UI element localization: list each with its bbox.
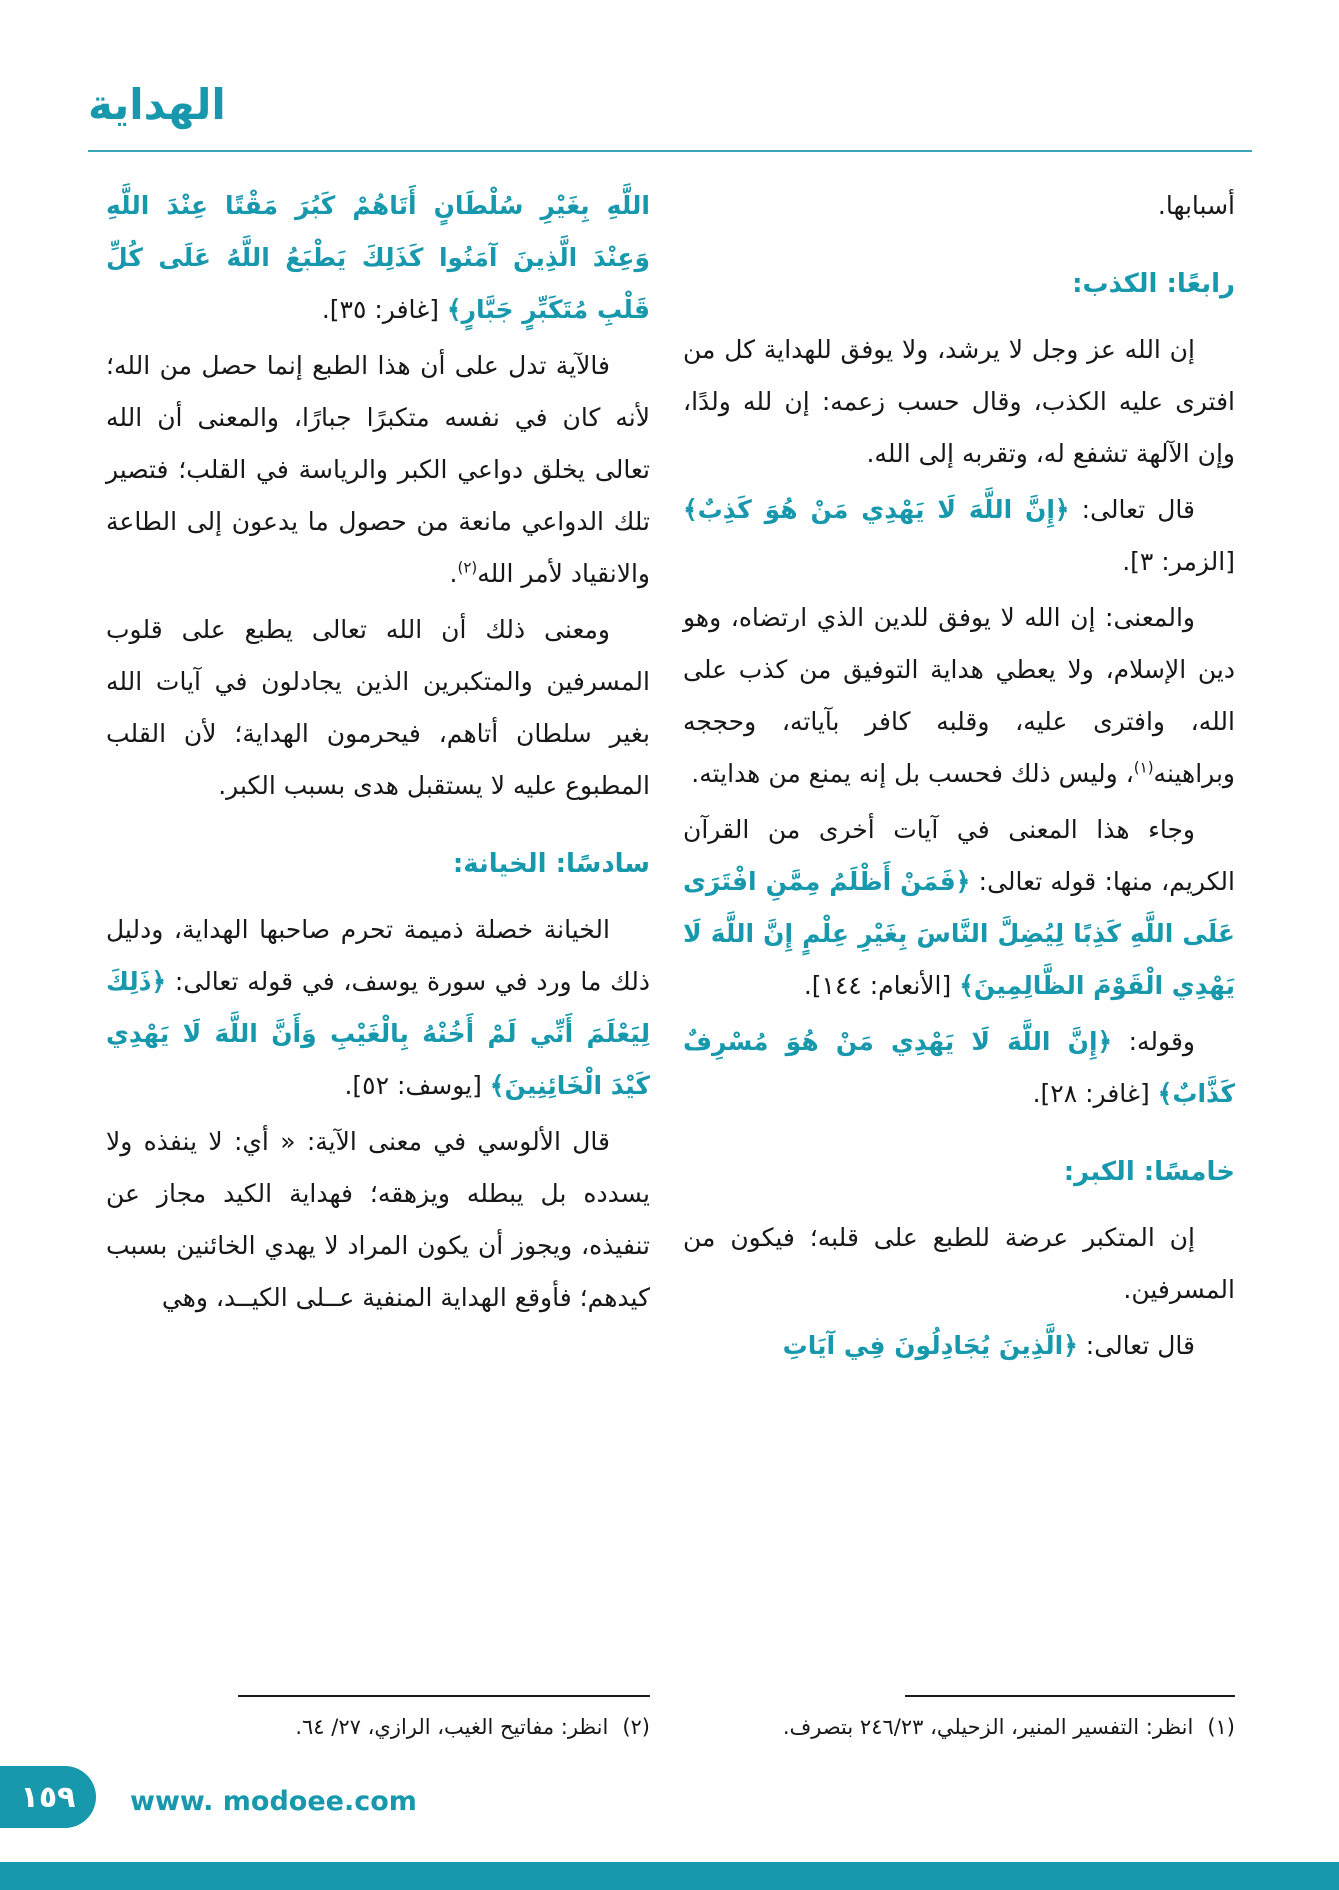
body-paragraph: [683, 180, 1235, 232]
verse-source-reference: [غافر: ٢٨].: [1032, 1079, 1158, 1108]
footnote-text: انظر: مفاتيح الغيب، الرازي، ٢٧/ ٦٤.: [295, 1715, 609, 1739]
quran-verse-text: ﴿فَمَنْ أَظْلَمُ مِمَّنِ افْتَرَى عَلَى اللَّهِ كَذِبًا لِيُضِلَّ النَّاسَ بِغَيْرِ عِلْمٍ إِنَّ اللَّهَ لَا يَهْدِي الْقَوْمَ الظَّالِمِينَ﴾: [683, 867, 1235, 1000]
website-link[interactable]: www. modoee.com: [130, 1786, 417, 1817]
quran-verse-text: ﴿الَّذِينَ يُجَادِلُونَ فِي آيَاتِ: [782, 1331, 1078, 1360]
verse-source-reference: [يوسف: ٥٢].: [344, 1071, 490, 1100]
body-paragraph: [106, 340, 650, 600]
body-paragraph: [683, 1212, 1235, 1316]
body-paragraph: [106, 604, 650, 812]
section-heading-sixth-betrayal: سادسًا: الخيانة:: [452, 849, 650, 879]
body-text: قال تعالى:: [1077, 1331, 1195, 1360]
section-heading-fourth-lying: رابعًا: الكذب:: [1072, 269, 1235, 299]
verse-source-reference: [غافر: ٣٥].: [321, 295, 447, 324]
footnote-divider-line: [238, 1695, 650, 1697]
body-paragraph: [106, 1116, 650, 1324]
body-text: .: [449, 559, 458, 588]
footnote-left: [106, 1689, 650, 1746]
body-paragraph: [683, 324, 1235, 480]
page-number-badge: [0, 1766, 96, 1828]
verse-source-reference: [الأنعام: ١٤٤].: [803, 971, 960, 1000]
quran-verse-text: اللَّهِ بِغَيْرِ سُلْطَانٍ أَتَاهُمْ كَبُرَ مَقْتًا عِنْدَ اللَّهِ وَعِنْدَ الَّذِينَ آمَنُوا كَذَلِكَ يَطْبَعُ اللَّهُ عَلَى كُلِّ قَلْبِ مُتَكَبِّرٍ جَبَّارٍ﴾: [106, 191, 650, 324]
book-title-calligraphy: الهداية: [88, 80, 226, 129]
body-text: ومعنى ذلك أن الله تعالى يطبع على قلوب المسرفين والمتكبرين الذين يجادلون في آيات الله بغير سلطان أتاهم، فيحرمون الهداية؛ لأن القلب المطبوع عليه لا يستقبل هدى بسبب الكبر.: [106, 615, 650, 800]
verse-paragraph: [683, 804, 1235, 1012]
column-right: [683, 180, 1235, 1746]
footer-bar: [0, 1862, 1339, 1890]
column-left: [106, 180, 650, 1746]
section-heading-fifth-arrogance: خامسًا: الكبر:: [1063, 1157, 1235, 1187]
body-text: أسبابها.: [1157, 191, 1235, 220]
body-text: فالآية تدل على أن هذا الطبع إنما حصل من الله؛ لأنه كان في نفسه متكبرًا جبارًا، والمعنى أن الله تعالى يخلق دواعي الكبر والرياسة في القلب؛ فتصير تلك الدواعي مانعة من حصول ما يدعون إلى الطاعة والانقياد لأمر الله: [106, 351, 650, 588]
body-text: والمعنى: إن الله لا يوفق للدين الذي ارتضاه، وهو دين الإسلام، ولا يعطي هداية التوفيق من كذب على الله، وافترى عليه، وقلبه كافر بآياته، وحججه وبراهينه: [683, 603, 1235, 788]
verse-paragraph: [683, 1320, 1235, 1372]
quran-verse-text: ﴿إِنَّ اللَّهَ لَا يَهْدِي مَنْ هُوَ مُسْرِفٌ كَذَّابٌ﴾: [683, 1027, 1235, 1108]
footnote-text: انظر: التفسير المنير، الزحيلي، ٢٤٦/٢٣ بتصرف.: [782, 1715, 1194, 1739]
footnote-right: [683, 1689, 1235, 1746]
footnote-number: (٢): [622, 1715, 650, 1739]
footnote-entry: [106, 1709, 650, 1746]
footnote-divider-line: [905, 1695, 1235, 1697]
footnote-marker-2: (٢): [457, 558, 478, 577]
footnote-entry: [683, 1709, 1235, 1746]
body-text: إن الله عز وجل لا يرشد، ولا يوفق للهداية كل من افترى عليه الكذب، وقال حسب زعمه: إن لله ولدًا، وإن الآلهة تشفع له، وتقربه إلى الله.: [683, 335, 1235, 468]
verse-paragraph: [106, 904, 650, 1112]
footnote-number: (١): [1207, 1715, 1235, 1739]
header-divider-line: [88, 150, 1252, 152]
body-text: إن المتكبر عرضة للطبع على قلبه؛ فيكون من المسرفين.: [683, 1223, 1235, 1304]
quran-verse-text: ﴿إِنَّ اللَّهَ لَا يَهْدِي مَنْ هُوَ كَذِبٌ﴾: [683, 495, 1070, 524]
body-text: وجاء هذا المعنى في آيات أخرى من القرآن الكريم، منها: قوله تعالى:: [683, 815, 1235, 896]
body-text: ، وليس ذلك فحسب بل إنه يمنع من هدايته.: [691, 759, 1134, 788]
verse-source-reference: [الزمر: ٣].: [1122, 547, 1235, 576]
body-paragraph: [683, 592, 1235, 800]
body-text: قال تعالى:: [1069, 495, 1195, 524]
verse-paragraph: [683, 1016, 1235, 1120]
quran-verse-text: ﴿ذَلِكَ لِيَعْلَمَ أَنِّي لَمْ أَخُنْهُ بِالْغَيْبِ وَأَنَّ اللَّهَ لَا يَهْدِي كَيْدَ الْخَائِنِينَ﴾: [106, 967, 650, 1100]
body-text: الخيانة خصلة ذميمة تحرم صاحبها الهداية، ودليل ذلك ما ورد في سورة يوسف، في قوله تعالى:: [106, 915, 650, 996]
verse-paragraph: [683, 484, 1235, 588]
page-number: ١٥٩: [20, 1779, 76, 1815]
verse-paragraph: [106, 180, 650, 336]
body-text: قال الألوسي في معنى الآية: « أي: لا ينفذه ولا يسدده بل يبطله ويزهقه؛ فهداية الكيد مجاز عن تنفيذه، ويجوز أن يكون المراد لا يهدي الخائنين بسبب كيدهم؛ فأوقع الهداية المنفية عــلى الكيــد، وهي: [106, 1127, 650, 1312]
footnote-marker-1: (١): [1133, 758, 1154, 777]
body-text: وقوله:: [1112, 1027, 1195, 1056]
